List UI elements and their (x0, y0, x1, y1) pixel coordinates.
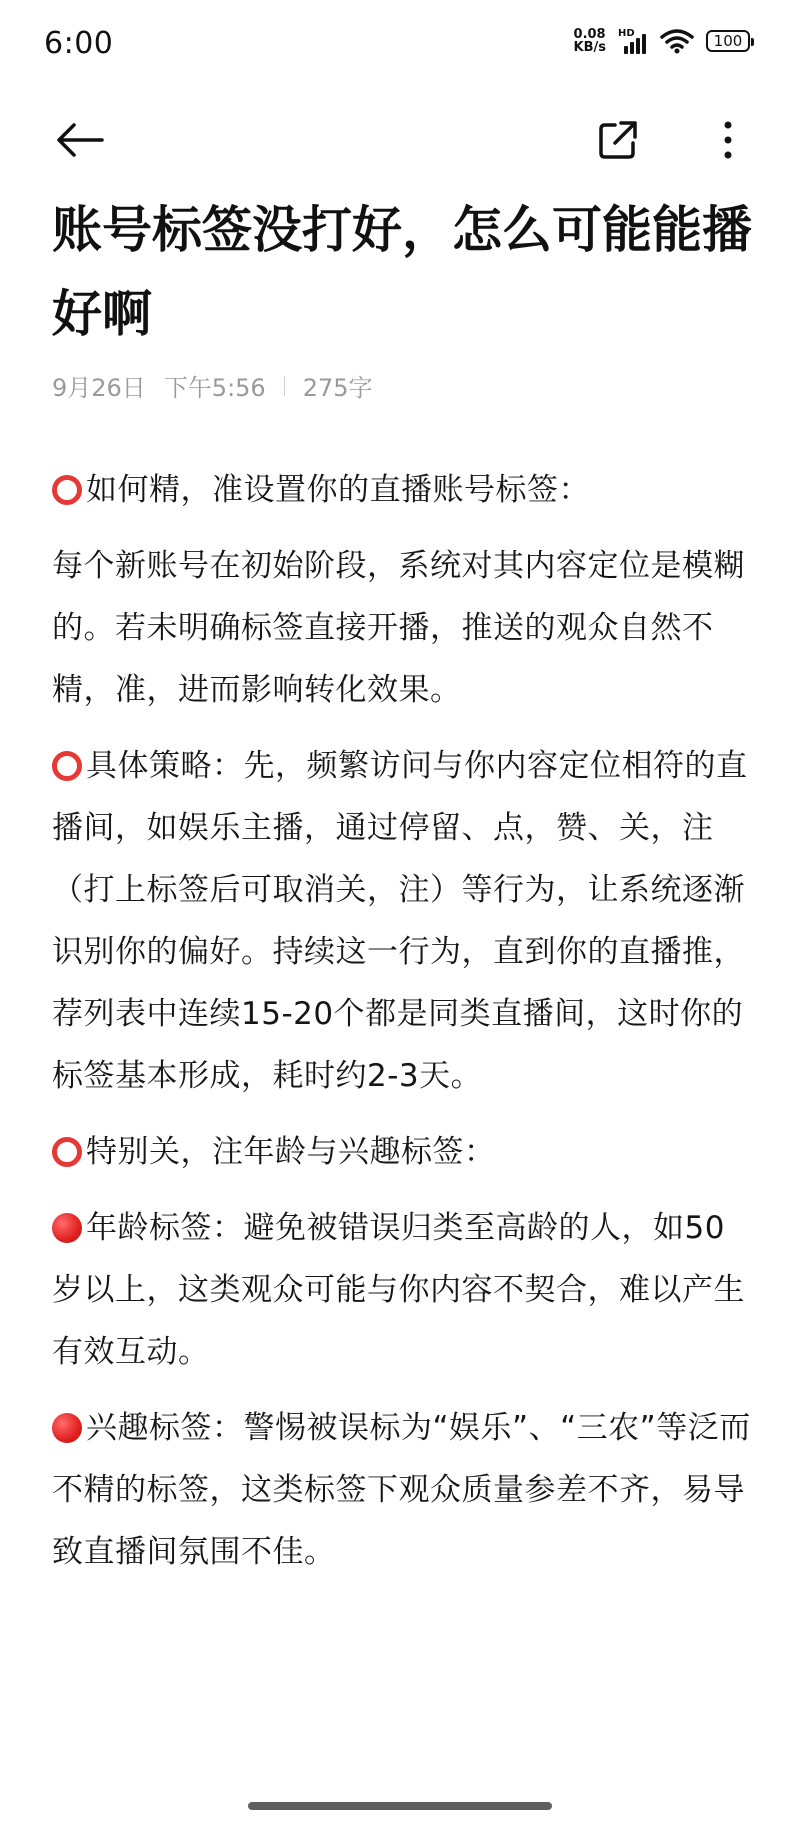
back-button[interactable] (52, 112, 108, 168)
paragraph-text: 兴趣标签：警惕被误标为“娱乐”、“三农”等泛而不精的标签，这类标签下观众质量参差不齐，易导致直播间氛围不佳。 (52, 1410, 751, 1570)
article-body (52, 459, 752, 1583)
status-time: 6:00 (44, 26, 114, 61)
status-icons (574, 28, 750, 54)
paragraph-text: 如何精，准设置你的直播账号标签： (86, 472, 590, 508)
article-meta (52, 368, 752, 403)
paragraph (52, 1121, 752, 1183)
article-time: 下午5:56 (163, 374, 266, 402)
back-arrow-icon (56, 122, 104, 158)
signal-icon (618, 28, 648, 54)
more-vertical-icon (722, 120, 734, 160)
status-bar (0, 0, 800, 96)
red-circle-outline-icon (52, 751, 82, 781)
paragraph-text: 年龄标签：避免被错误归类至高龄的人，如50岁以上，这类观众可能与你内容不契合，难以产生有效互动。 (52, 1210, 745, 1370)
article-title: 账号标签没打好，怎么可能能播好啊 (52, 201, 752, 343)
red-circle-outline-icon (52, 1137, 82, 1167)
paragraph (52, 735, 752, 1107)
article-word-count: 275字 (302, 374, 373, 402)
red-circle-outline-icon (52, 475, 82, 505)
share-external-icon (597, 119, 639, 161)
paragraph (52, 1197, 752, 1383)
network-speed-value: 0.08 (573, 27, 606, 42)
network-speed-unit: KB/s (573, 40, 606, 55)
network-speed (574, 28, 606, 54)
paragraph-text: 具体策略：先，频繁访问与你内容定位相符的直播间，如娱乐主播，通过停留、点，赞、关，注（打上标签后可取消关，注）等行为，让系统逐渐识别你的偏好。持续这一行为，直到你的直播推，荐列表中连续15-20个都是同类直播间，这时你的标签基本形成，耗时约2-3天。 (52, 748, 748, 1094)
top-nav-bar (0, 96, 800, 180)
more-button[interactable] (700, 112, 756, 168)
paragraph-text: 特别关，注年龄与兴趣标签： (86, 1134, 496, 1170)
paragraph (52, 459, 752, 521)
battery-icon (706, 30, 750, 52)
paragraph (52, 535, 752, 721)
wifi-icon (660, 28, 694, 54)
red-circle-filled-icon (52, 1413, 82, 1443)
article-date: 9月26日 (52, 374, 146, 402)
meta-divider (284, 376, 285, 396)
battery-level: 100 (713, 32, 743, 50)
article (52, 188, 752, 1597)
hd-label: HD (618, 28, 635, 39)
paragraph (52, 1397, 752, 1583)
red-circle-filled-icon (52, 1213, 82, 1243)
home-indicator[interactable] (248, 1802, 552, 1810)
paragraph-text: 每个新账号在初始阶段，系统对其内容定位是模糊的。若未明确标签直接开播，推送的观众自然不精，准，进而影响转化效果。 (52, 548, 745, 708)
share-button[interactable] (590, 112, 646, 168)
